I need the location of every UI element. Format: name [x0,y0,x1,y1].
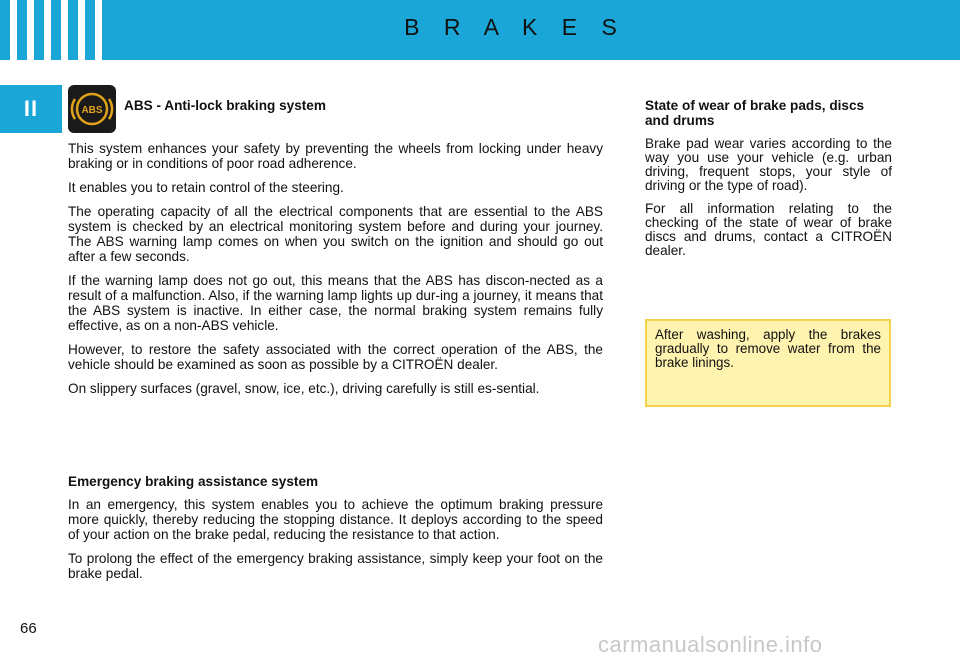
emergency-section [68,474,603,590]
abs-paragraph: It enables you to retain control of the steering. [68,180,344,195]
wear-section [645,98,892,267]
abs-section [68,141,603,405]
wear-paragraph: Brake pad wear varies according to the way you use your vehicle (e.g. urban driving, frequent stops, your style of driving or the type of road). [645,136,892,193]
abs-paragraph: The operating capacity of all the electrical components that are essential to the ABS system is checked by an electrical monitoring system before and during your journey. The ABS warning lamp comes on when you switch on the ignition and should go out after a few seconds. [68,204,603,264]
header-bar [0,0,960,60]
abs-warning-lamp-icon [68,85,116,133]
abs-heading: ABS - Anti-lock braking system [124,98,326,113]
wear-heading: State of wear of brake pads, discs and drums [645,98,865,128]
watermark: carmanualsonline.info [598,632,823,657]
emergency-paragraph: To prolong the effect of the emergency braking assistance, simply keep your foot on the brake pedal. [68,551,603,581]
abs-paragraph: On slippery surfaces (gravel, snow, ice, etc.), driving carefully is still es-sential. [68,381,540,396]
abs-paragraph: This system enhances your safety by preventing the wheels from locking under heavy braking or in conditions of poor road adherence. [68,141,603,171]
emergency-heading: Emergency braking assistance system [68,474,319,489]
abs-paragraph: However, to restore the safety associated with the correct operation of the ABS, the vehicle should be examined as soon as possible by a CITROËN dealer. [68,342,603,372]
page-title: B R A K E S [404,14,626,40]
washing-note-text: After washing, apply the brakes gradually to remove water from the brake linings. [655,327,881,370]
page-number: 66 [20,620,37,637]
section-tab: II [0,85,62,133]
abs-icon-text: ABS [81,105,103,116]
abs-paragraph: If the warning lamp does not go out, this means that the ABS has discon-nected as a result of a malfunction. Also, if the warning lamp lights up dur-ing a journey, it means that the ABS system is inactive. In either case, the normal braking system remains fully effective, as on a non-ABS vehicle. [68,273,603,333]
emergency-paragraph: In an emergency, this system enables you to achieve the optimum braking pressure more quickly, thereby reducing the stopping distance. It deploys according to the speed of your action on the brake pedal, reducing the resistance to that action. [68,497,603,542]
washing-note-box [645,319,891,407]
wear-paragraph: For all information relating to the checking of the state of wear of brake discs and drums, contact a CITROËN dealer. [645,201,892,258]
